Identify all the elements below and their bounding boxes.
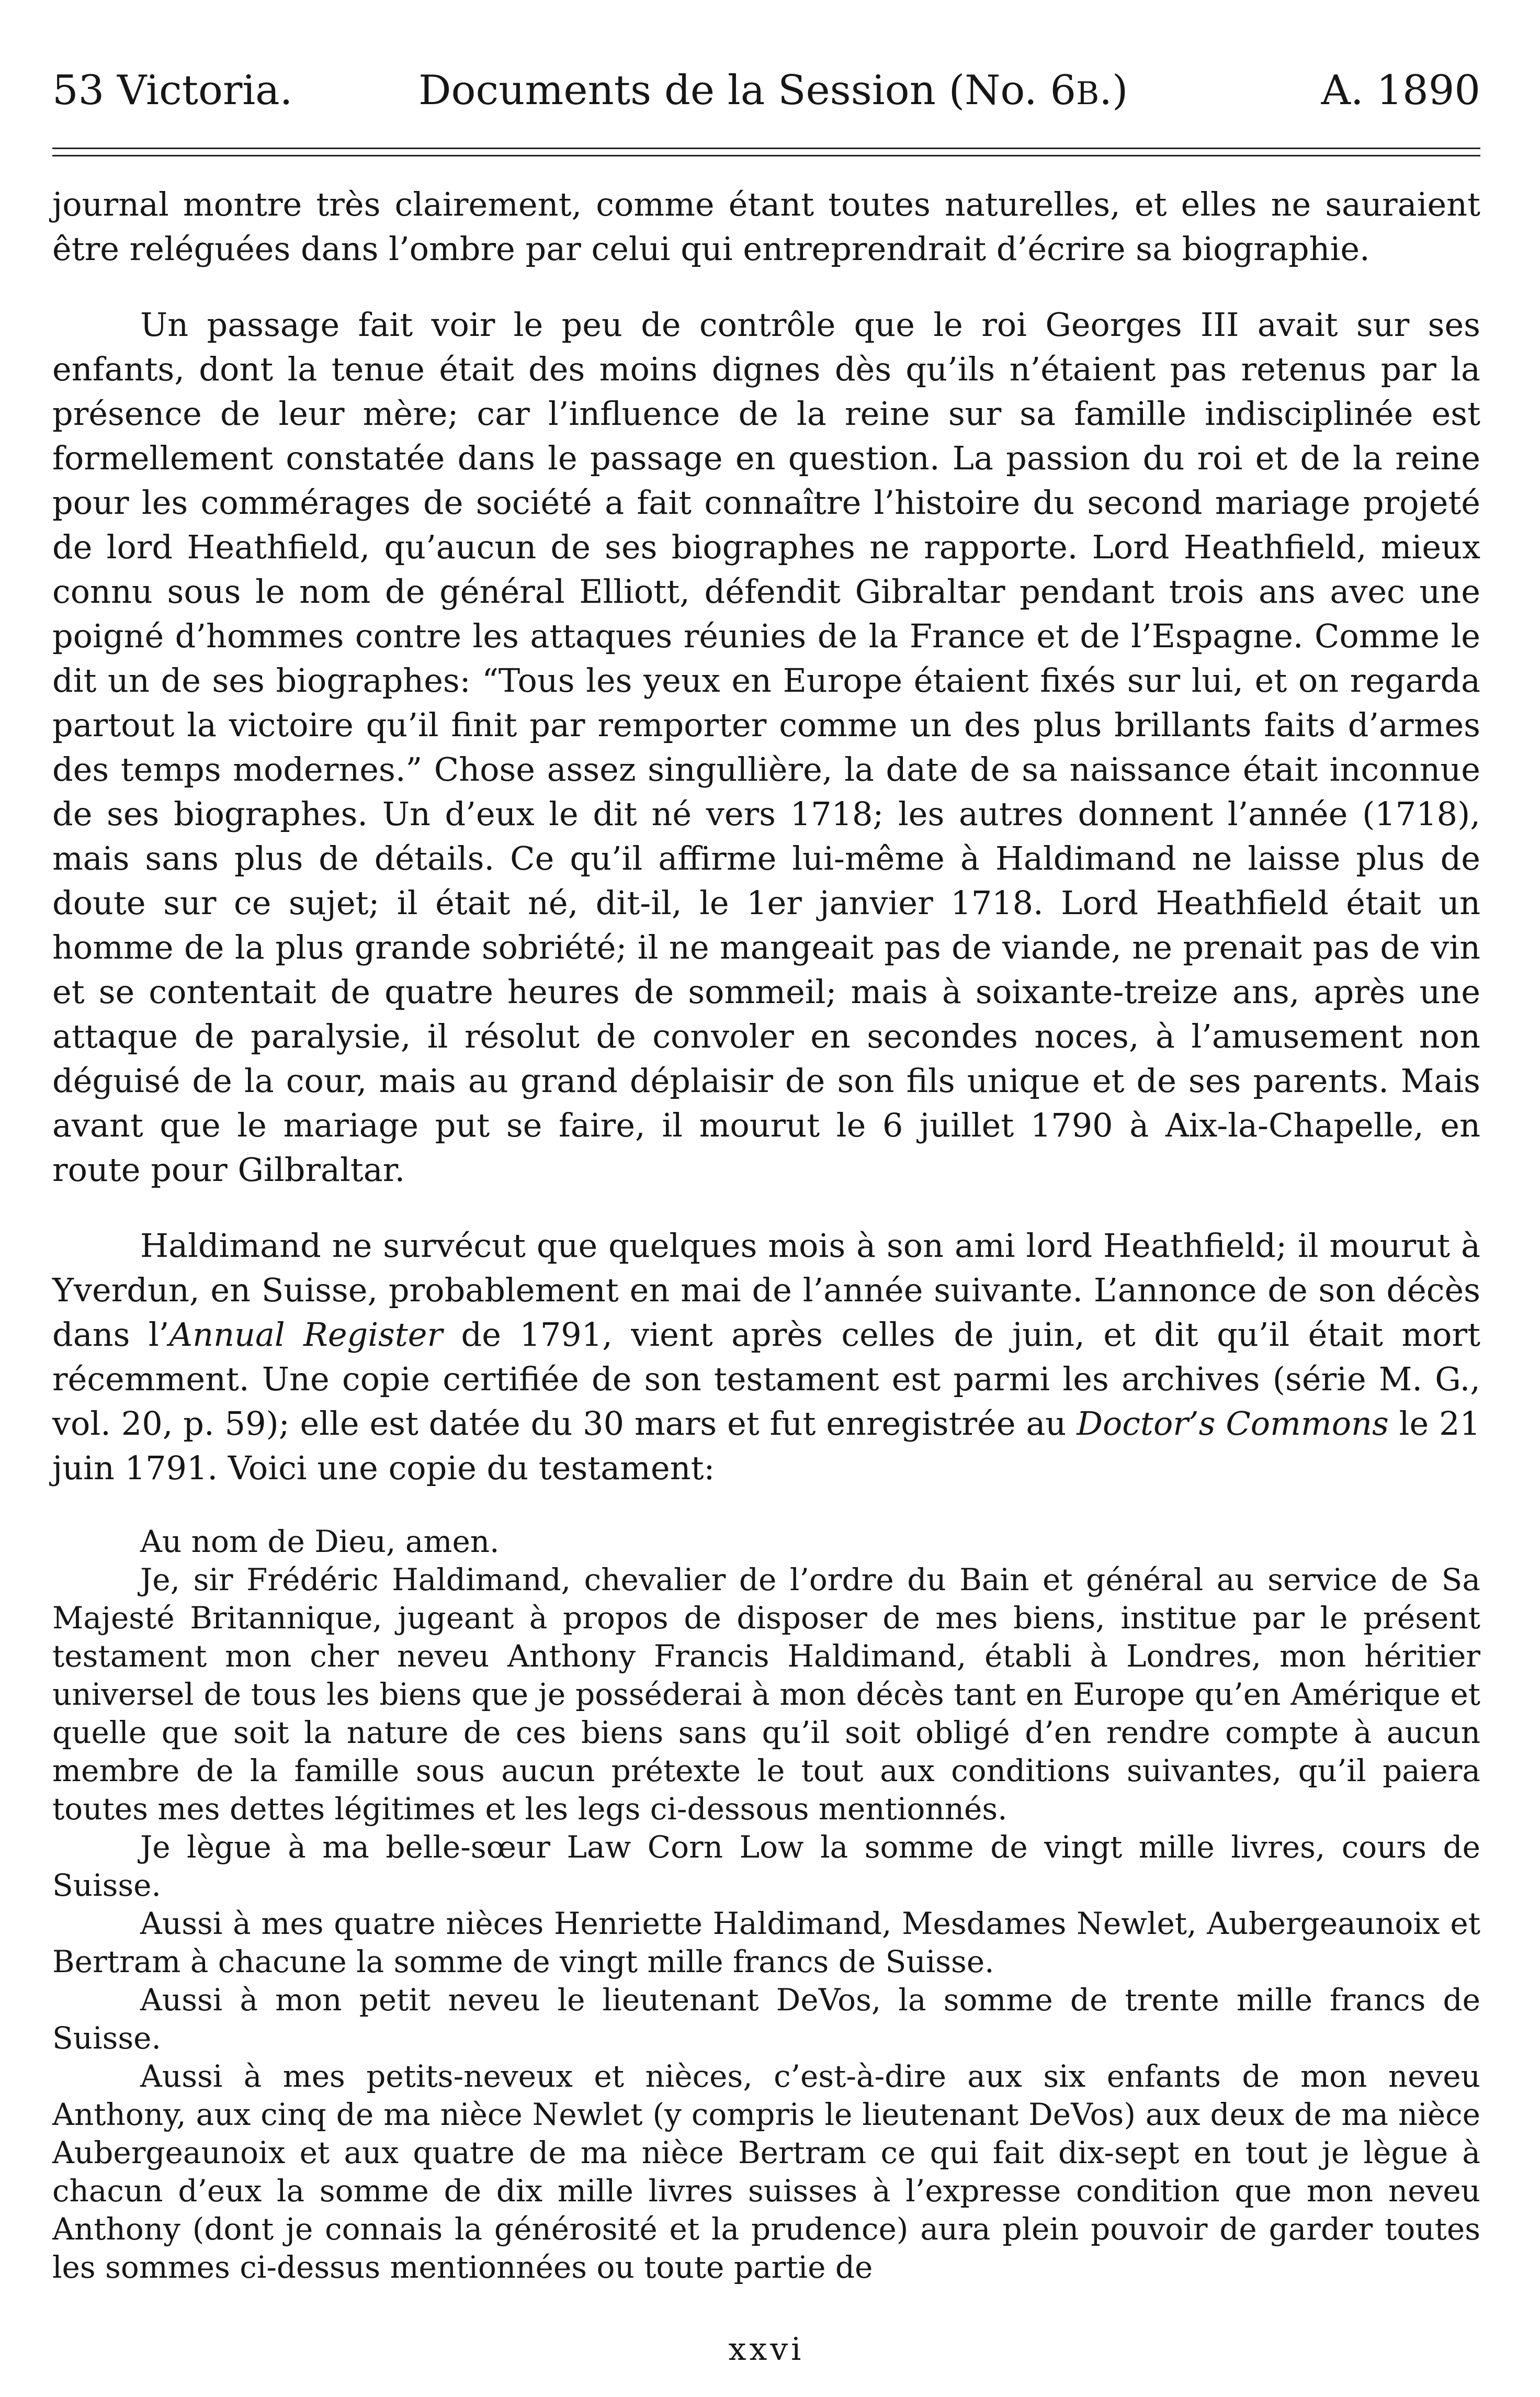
paragraph-heathfield: Un passage fait voir le peu de contrôle que le roi Georges III avait sur ses enfants, dont la tenue était des moins dignes dès qu’ils n’étaient pas retenus par la présence de leur mère; car l’influence de la reine sur sa famille indisciplinée est formellement constatée dans le passage en question. La passion du roi et de la reine pour les commérages de société a fait connaître l’histoire du second mariage projeté de lord Heathfield, qu’aucun de ses biographes ne rapporte. Lord Heathfield, mieux connu sous le nom de général Elliott, défendit Gibraltar pendant trois ans avec une poigné d’hommes contre les attaques réunies de la France et de l’Espagne. Comme le dit un de ses biographes: “Tous les yeux en Europe étaient fixés sur lui, et on regarda partout la victoire qu’il finit par remporter comme un des plus brillants faits d’armes des temps modernes.” Chose assez singullière, la date de sa naissance était inconnue de ses biographes. Un d’eux le dit né vers 1718; les autres donnent l’année (1718), mais sans plus de détails. Ce qu’il affirme lui-même à Haldimand ne laisse plus de doute sur ce sujet; il était né, dit-il, le 1er janvier 1718. Lord Heathfield était un homme de la plus grande sobriété; il ne mangeait pas de viande, ne prenait pas de vin et se contentait de quatre heures de sommeil; mais à soixante-treize ans, après une attaque de paralysie, il résolut de convoler en secondes noces, à l’amusement non déguisé de la cour, mais au grand déplaisir de son fils unique et de ses parents. Mais avant que le mariage put se faire, il mourut le 6 juillet 1790 à Aix-la-Chapelle, en route pour Gilbraltar. xyxy=(52,306,1480,1189)
paragraph-continuation: journal montre très clairement, comme étant toutes naturelles, et elles ne sauraient être reléguées dans l’ombre par celui qui entreprendrait d’écrire sa biographie. xyxy=(52,185,1480,268)
paragraph-haldimand-death: Haldimand ne survécut que quelques mois à son ami lord Heathfield; il mourut à Yverdun, en Suisse, probablement en mai de l’année suivante. L’annonce de son décès dans l’Annual Register de 1791, vient après celles de juin, et dit qu’il était mort récemment. Une copie certifiée de son testament est parmi les archives (série M. G., vol. 20, p. 59); elle est datée du 30 mars et fut enregistrée au Doctor’s Commons le 21 juin 1791. Voici une copie du testament: xyxy=(52,1226,1480,1487)
will-clause-sister-in-law: Je lègue à ma belle-sœur Law Corn Low la somme de vingt mille livres, cours de Suisse. xyxy=(52,1829,1480,1903)
will-clause-nieces: Aussi à mes quatre nièces Henriette Haldimand, Mesdames Newlet, Aubergeaunoix et Bertram à chacune la somme de vingt mille francs de Suisse. xyxy=(52,1906,1480,1979)
running-header xyxy=(52,62,1480,119)
will-opening: Au nom de Dieu, amen. xyxy=(140,1524,500,1559)
header-title: Documents de la Session (No. 6B.) xyxy=(418,67,1128,114)
doctors-commons-title: Doctor’s Commons xyxy=(1077,1404,1389,1443)
will-transcript xyxy=(52,1523,1480,2287)
body-text xyxy=(52,182,1480,2287)
annual-register-title: Annual Register xyxy=(169,1315,443,1354)
will-clause-devos: Aussi à mon petit neveu le lieutenant DeVos, la somme de trente mille francs de Suisse. xyxy=(52,1982,1480,2056)
page-folio: xxvi xyxy=(728,2331,805,2368)
header-year: A. 1890 xyxy=(1321,67,1480,114)
header-rule-top xyxy=(52,148,1480,149)
will-clause-heir: Je, sir Frédéric Haldimand, chevalier de l’ordre du Bain et général au service de Sa Majesté Britannique, jugeant à propos de disposer de mes biens, institue par le présent testament mon cher neveu Anthony Francis Haldimand, établi à Londres, mon héritier universel de tous les biens que je posséderai à mon décès tant en Europe qu’en Amérique et quelle que soit la nature de ces biens sans qu’il soit obligé d’en rendre compte à aucun membre de la famille sous aucun prétexte le tout aux conditions suivantes, qu’il paiera toutes mes dettes légitimes et les legs ci-dessous mentionnés. xyxy=(52,1562,1480,1827)
will-clause-grandnephews: Aussi à mes petits-neveux et nièces, c’est-à-dire aux six enfants de mon neveu Anthony, aux cinq de ma nièce Newlet (y compris le lieutenant DeVos) aux deux de ma nièce Aubergeaunoix et aux quatre de ma nièce Bertram ce qui fait dix-sept en tout je lègue à chacun d’eux la somme de dix mille livres suisses à l’expresse condition que mon neveu Anthony (dont je connais la générosité et la prudence) aura plein pouvoir de garder toutes les sommes ci-dessus mentionnées ou toute partie de xyxy=(52,2058,1480,2285)
header-rule-bottom xyxy=(52,155,1480,156)
header-volume: 53 Victoria. xyxy=(52,67,293,114)
